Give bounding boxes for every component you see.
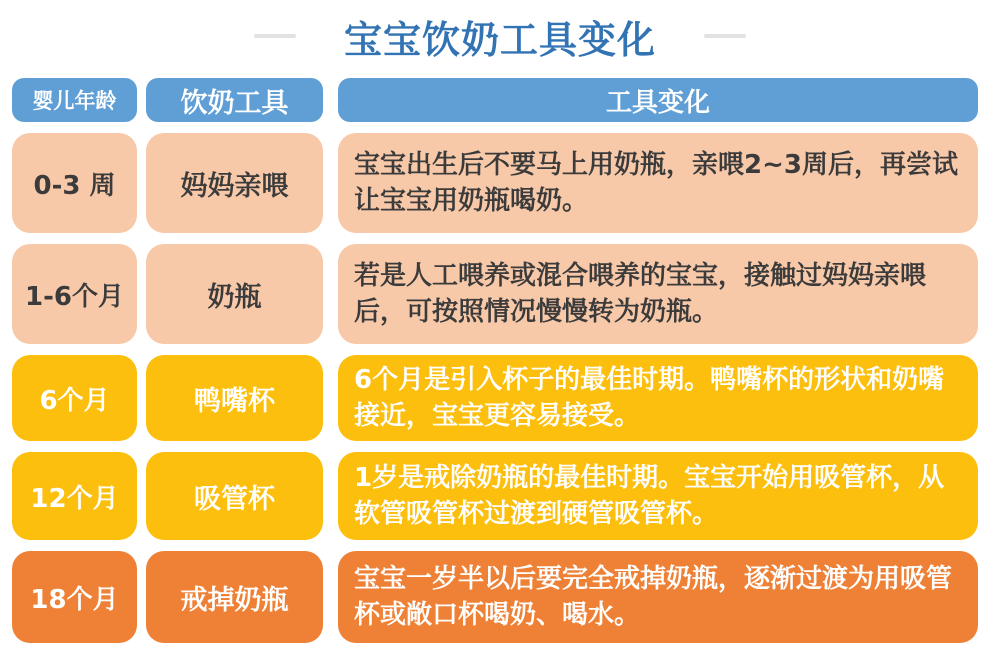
header-change: 工具变化 — [338, 78, 978, 122]
header-tool: 饮奶工具 — [146, 78, 323, 122]
tool-cell: 妈妈亲喂 — [146, 133, 323, 233]
tool-cell: 鸭嘴杯 — [146, 355, 323, 441]
table-header-row — [12, 78, 1000, 122]
table-row — [12, 452, 1000, 540]
age-cell: 0-3 周 — [12, 133, 137, 233]
change-text: 1岁是戒除奶瓶的最佳时期。宝宝开始用吸管杯，从软管吸管杯过渡到硬管吸管杯。 — [354, 462, 945, 529]
page-title: 宝宝饮奶工具变化 — [343, 17, 656, 62]
tool-cell: 戒掉奶瓶 — [146, 551, 323, 643]
change-text: 若是人工喂养或混合喂养的宝宝，接触过妈妈亲喂后，可按照情况慢慢转为奶瓶。 — [354, 260, 927, 327]
change-cell — [338, 452, 978, 540]
change-cell — [338, 551, 978, 643]
table-row — [12, 551, 1000, 643]
age-cell: 12个月 — [12, 452, 137, 540]
change-cell — [338, 244, 978, 344]
age-cell: 6个月 — [12, 355, 137, 441]
change-text: 宝宝出生后不要马上用奶瓶，亲喂2~3周后，再尝试让宝宝用奶瓶喝奶。 — [354, 149, 958, 216]
milk-tool-table — [12, 78, 1000, 643]
tool-cell: 吸管杯 — [146, 452, 323, 540]
title-dash-right — [704, 34, 746, 38]
change-cell — [338, 355, 978, 441]
title-dash-left — [254, 34, 296, 38]
age-cell: 1-6个月 — [12, 244, 137, 344]
table-row — [12, 244, 1000, 344]
change-text: 6个月是引入杯子的最佳时期。鸭嘴杯的形状和奶嘴接近，宝宝更容易接受。 — [354, 364, 945, 431]
title-row — [0, 0, 1000, 62]
table-row — [12, 133, 1000, 233]
header-age: 婴儿年龄 — [12, 78, 137, 122]
change-cell — [338, 133, 978, 233]
tool-cell: 奶瓶 — [146, 244, 323, 344]
change-text: 宝宝一岁半以后要完全戒掉奶瓶，逐渐过渡为用吸管杯或敞口杯喝奶、喝水。 — [354, 563, 953, 630]
table-row — [12, 355, 1000, 441]
age-cell: 18个月 — [12, 551, 137, 643]
